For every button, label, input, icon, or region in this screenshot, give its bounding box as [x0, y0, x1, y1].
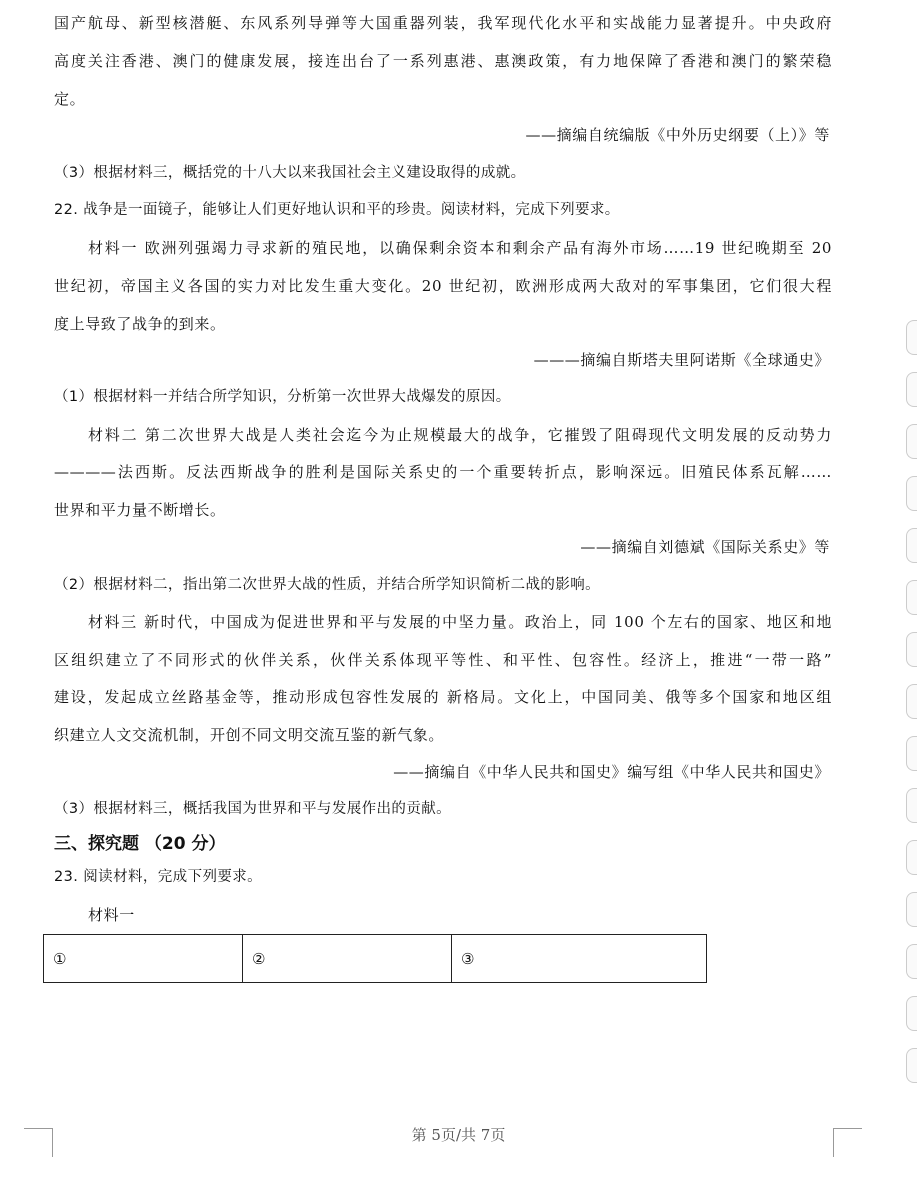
page-number: 第 5页/共 7页 — [411, 1126, 506, 1144]
side-tab[interactable] — [906, 528, 917, 563]
source-citation: ——摘编自刘德斌《国际关系史》等 — [580, 538, 830, 556]
source-citation: ——摘编自《中华人民共和国史》编写组《中华人民共和国史》 — [393, 763, 830, 781]
question-22-1: （1）根据材料一并结合所学知识，分析第一次世界大战爆发的原因。 — [54, 389, 511, 405]
table-cell-2: ② — [243, 935, 452, 983]
section-heading: 三、探究题 （20 分） — [54, 834, 226, 854]
source-citation: ———摘编自斯塔夫里阿诺斯《全球通史》 — [533, 351, 830, 369]
question-22-3: （3）根据材料三，概括我国为世界和平与发展作出的贡献。 — [54, 801, 452, 817]
material-text-line: 国产航母、新型核潜艇、东风系列导弹等大国重器列装，我军现代化水平和实战能力显著提升。中央政府 — [54, 14, 832, 32]
side-tab[interactable] — [906, 424, 917, 459]
side-tab[interactable] — [906, 1048, 917, 1083]
material-1-text: 材料一 欧洲列强竭力寻求新的殖民地，以确保剩余资本和剩余产品有海外市场……19 世纪晚期至 20 — [88, 239, 832, 257]
material-3-text: 区组织建立了不同形式的伙伴关系，伙伴关系体现平等性、和平性、包容性。经济上，推进“一带一路” — [54, 651, 832, 669]
side-tab[interactable] — [906, 476, 917, 511]
question-22-2: （2）根据材料二，指出第二次世界大战的性质，并结合所学知识简析二战的影响。 — [54, 577, 601, 593]
material-text-line: 定。 — [54, 90, 86, 108]
material-2-text: 世界和平力量不断增长。 — [54, 501, 226, 519]
side-tab[interactable] — [906, 684, 917, 719]
side-tab[interactable] — [906, 580, 917, 615]
material-table — [43, 934, 707, 983]
side-tab[interactable] — [906, 320, 917, 355]
source-citation: ——摘编自统编版《中外历史纲要（上）》等 — [525, 126, 830, 144]
table-cell-3: ③ — [452, 935, 707, 983]
material-1-text: 度上导致了战争的到来。 — [54, 315, 226, 333]
question-22-stem: 22. 战争是一面镜子，能够让人们更好地认识和平的珍贵。阅读材料，完成下列要求。 — [54, 202, 620, 218]
material-3-text: 材料三 新时代，中国成为促进世界和平与发展的中坚力量。政治上，同 100 个左右的国家、地区和地 — [88, 613, 832, 631]
side-tab[interactable] — [906, 372, 917, 407]
material-text-line: 高度关注香港、澳门的健康发展，接连出台了一系列惠港、惠澳政策，有力地保障了香港和澳门的繁荣稳 — [54, 52, 832, 70]
question-23-stem: 23. 阅读材料，完成下列要求。 — [54, 869, 263, 885]
side-tab[interactable] — [906, 788, 917, 823]
material-3-text: 织建立人文交流机制，开创不同文明交流互鉴的新气象。 — [54, 726, 445, 744]
question-21-3: （3）根据材料三，概括党的十八大以来我国社会主义建设取得的成就。 — [54, 165, 526, 181]
material-2-text: ————法西斯。反法西斯战争的胜利是国际关系史的一个重要转折点，影响深远。旧殖民体系瓦解…… — [54, 463, 832, 481]
table-cell-1: ① — [44, 935, 243, 983]
side-tab[interactable] — [906, 996, 917, 1031]
material-2-text: 材料二 第二次世界大战是人类社会迄今为止规模最大的战争，它摧毁了阻碍现代文明发展的反动势力 — [88, 426, 832, 444]
side-tab[interactable] — [906, 632, 917, 667]
material-1-label: 材料一 — [88, 906, 135, 924]
side-tab[interactable] — [906, 892, 917, 927]
side-tab[interactable] — [906, 736, 917, 771]
material-3-text: 建设，发起成立丝路基金等，推动形成包容性发展的 新格局。文化上，中国同美、俄等多个国家和地区组 — [54, 688, 832, 706]
side-tab[interactable] — [906, 840, 917, 875]
material-1-text: 世纪初，帝国主义各国的实力对比发生重大变化。20 世纪初，欧洲形成两大敌对的军事集团，它们很大程 — [54, 277, 832, 295]
side-tab[interactable] — [906, 944, 917, 979]
